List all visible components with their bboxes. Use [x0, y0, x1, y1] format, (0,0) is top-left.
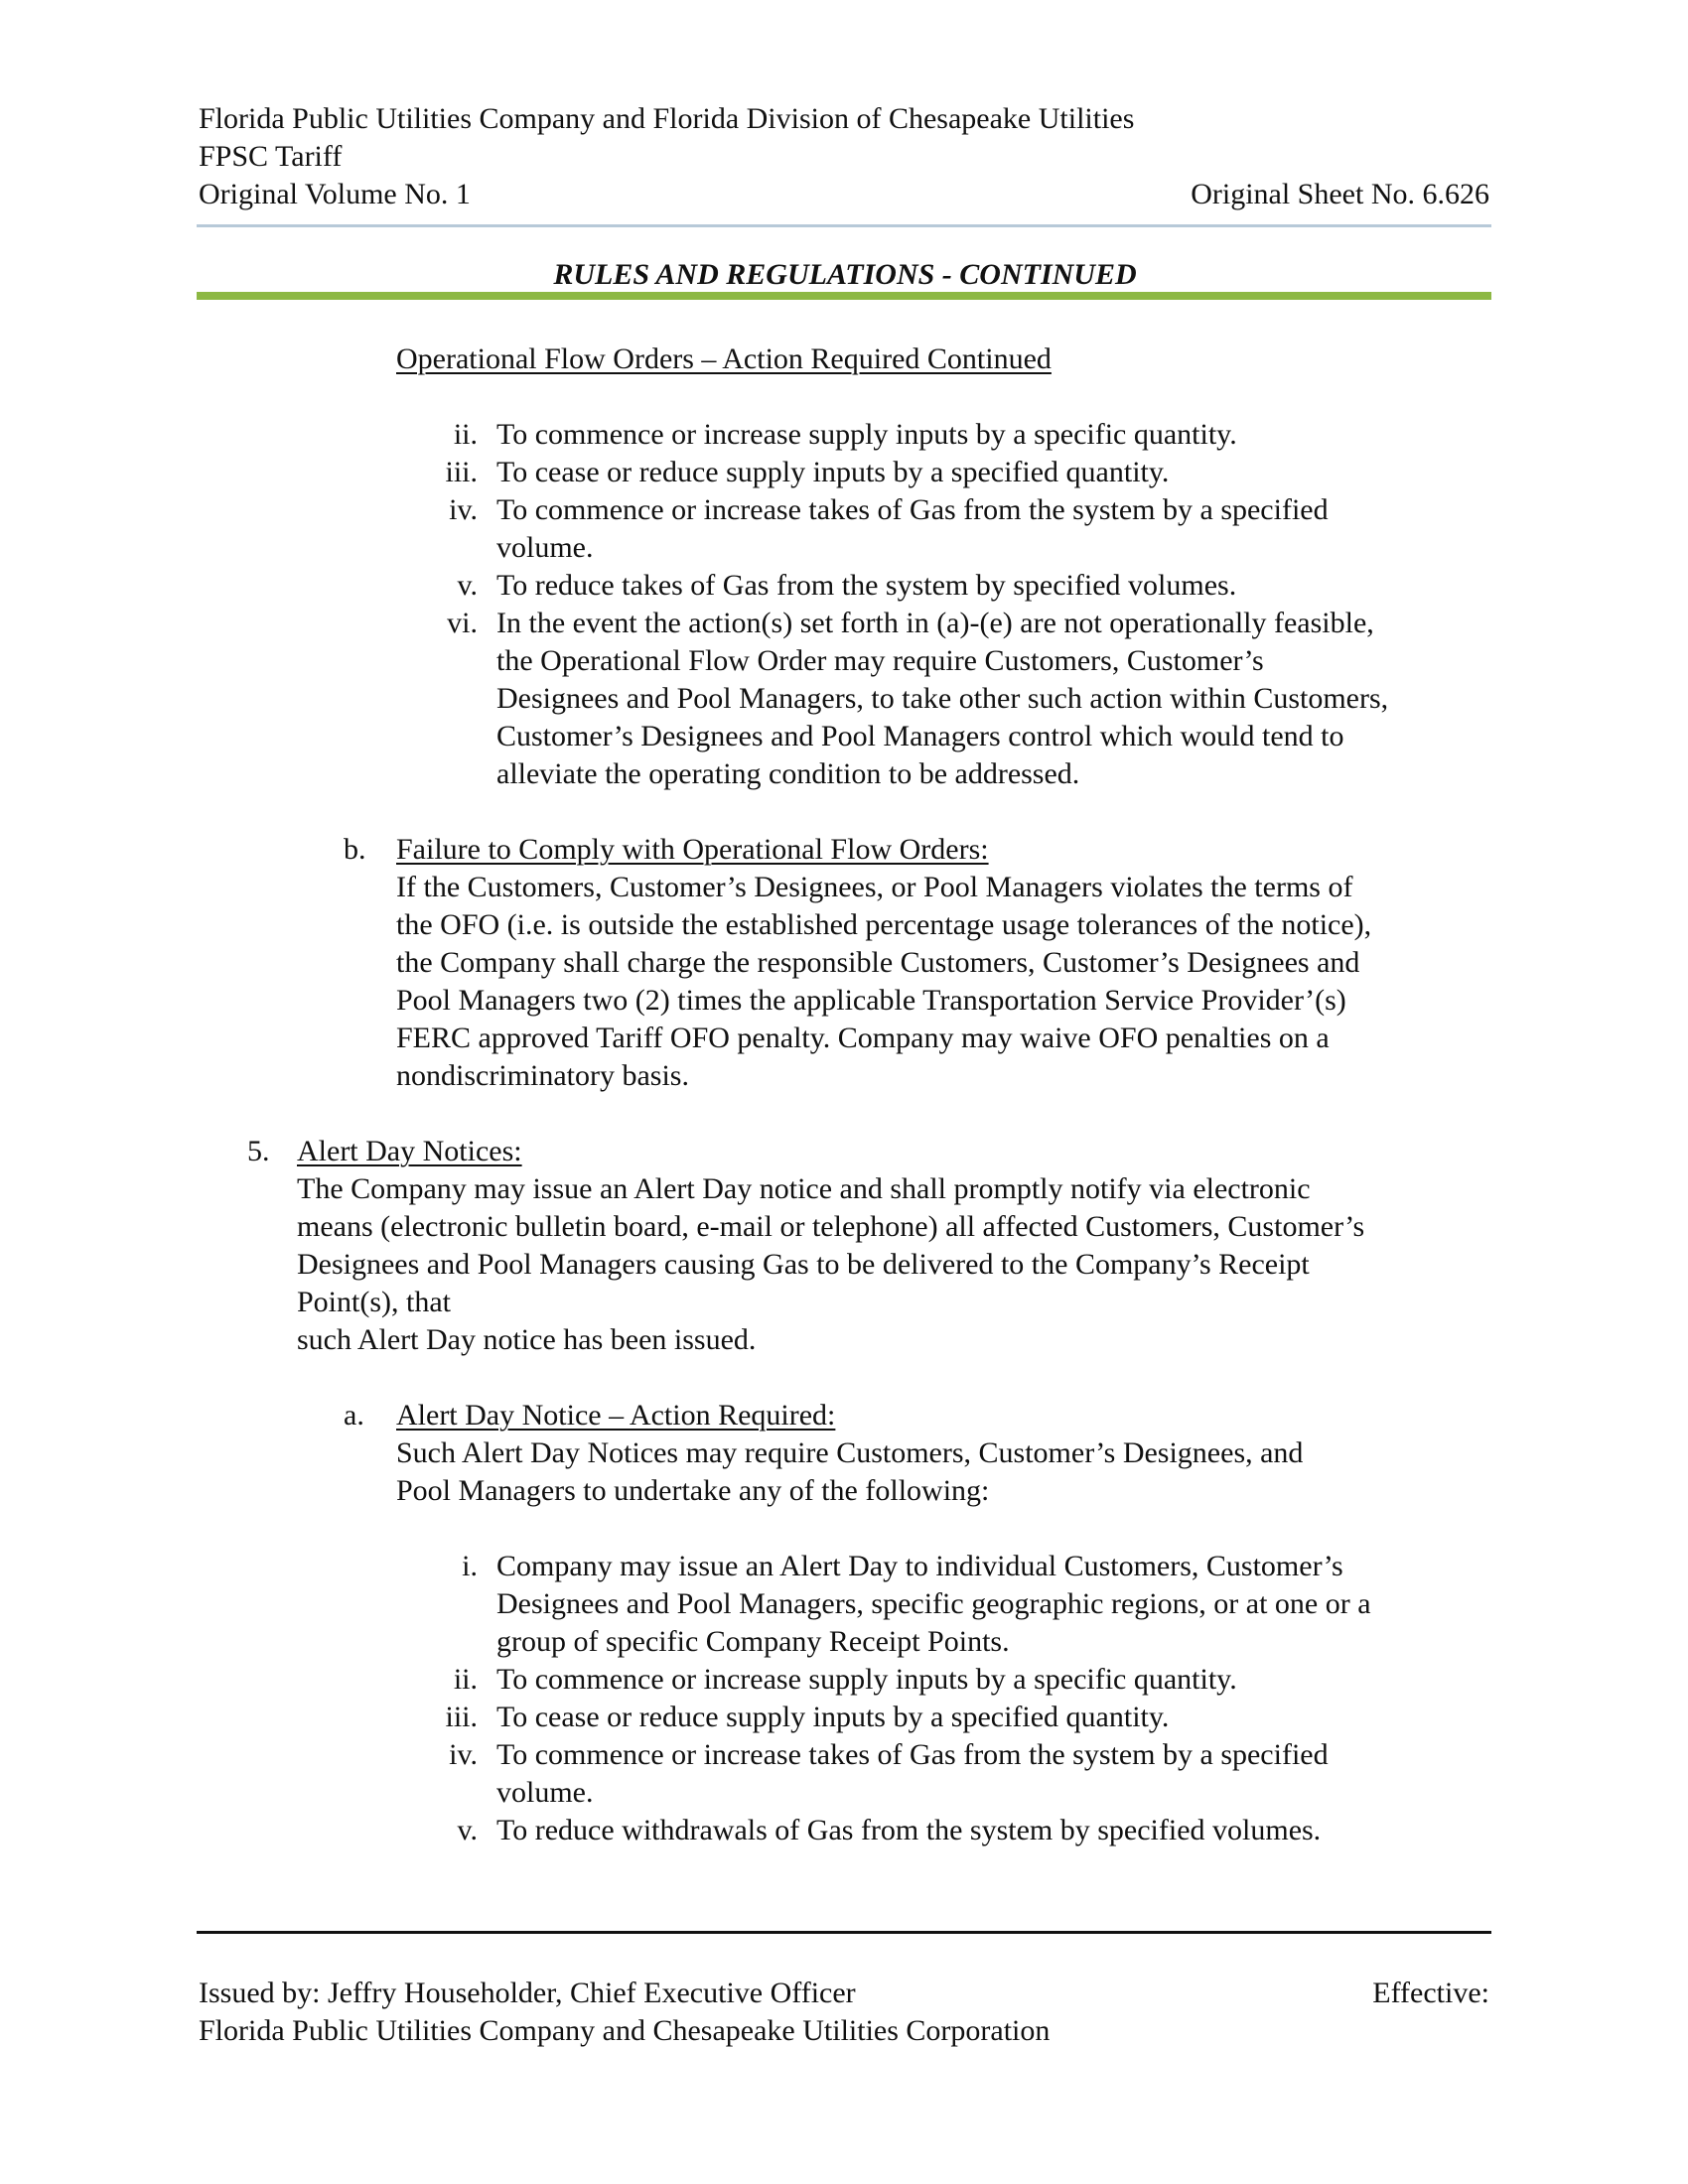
failure-text-line: Pool Managers two (2) times the applicable Transportation Service Provider’(s): [396, 984, 1346, 1017]
alert-item-text: volume.: [496, 1776, 594, 1809]
alert-item-number: iv.: [449, 1738, 478, 1771]
alert-text-line: such Alert Day notice has been issued.: [297, 1323, 757, 1356]
ofo-item-text: In the event the action(s) set forth in (a)-(e) are not operationally feasible,: [496, 607, 1374, 639]
ofo-item-text: alleviate the operating condition to be addressed.: [496, 757, 1080, 790]
alert-text-line: Designees and Pool Managers causing Gas to be delivered to the Company’s Receipt: [297, 1248, 1310, 1281]
header-company-line: Florida Public Utilities Company and Florida Division of Chesapeake Utilities: [199, 102, 1135, 135]
alert-item-text: To commence or increase takes of Gas from the system by a specified: [496, 1738, 1329, 1771]
ofo-item-number: ii.: [453, 418, 478, 451]
ofo-item-text: To cease or reduce supply inputs by a specified quantity.: [496, 456, 1170, 488]
header-sheet-number: Original Sheet No. 6.626: [1191, 178, 1489, 210]
alert-item-text: To cease or reduce supply inputs by a specified quantity.: [496, 1701, 1170, 1733]
ofo-item-text: To commence or increase supply inputs by a specific quantity.: [496, 418, 1237, 451]
alert-sub-letter: a.: [344, 1399, 364, 1432]
failure-text-line: the Company shall charge the responsible Customers, Customer’s Designees and: [396, 946, 1360, 979]
alert-text-line: Point(s), that: [297, 1286, 451, 1318]
ofo-item-text: volume.: [496, 531, 594, 564]
alert-text-line: The Company may issue an Alert Day notice and shall promptly notify via electronic: [297, 1172, 1311, 1205]
alert-sub-text-line: Such Alert Day Notices may require Customers, Customer’s Designees, and: [396, 1436, 1304, 1469]
ofo-item-number: iii.: [445, 456, 478, 488]
ofo-item-text: Designees and Pool Managers, to take other such action within Customers,: [496, 682, 1389, 715]
ofo-item-text: the Operational Flow Order may require Customers, Customer’s: [496, 644, 1264, 677]
ofo-item-text: Customer’s Designees and Pool Managers control which would tend to: [496, 720, 1344, 752]
alert-heading: Alert Day Notices:: [297, 1135, 522, 1167]
alert-item-text: To reduce withdrawals of Gas from the system by specified volumes.: [496, 1814, 1322, 1846]
failure-text-line: the OFO (i.e. is outside the established percentage usage tolerances of the notice),: [396, 908, 1372, 941]
header-divider: [197, 224, 1491, 227]
alert-number: 5.: [247, 1135, 270, 1167]
header-volume: Original Volume No. 1: [199, 178, 471, 210]
alert-sub-heading: Alert Day Notice – Action Required:: [396, 1399, 836, 1432]
alert-sub-text-line: Pool Managers to undertake any of the following:: [396, 1474, 990, 1507]
footer-effective: Effective:: [1372, 1977, 1489, 2009]
alert-item-number: iii.: [445, 1701, 478, 1733]
ofo-item-text: To commence or increase takes of Gas from the system by a specified: [496, 493, 1329, 526]
failure-text-line: nondiscriminatory basis.: [396, 1059, 689, 1092]
footer-company: Florida Public Utilities Company and Chesapeake Utilities Corporation: [199, 2014, 1051, 2047]
ofo-item-number: v.: [457, 569, 478, 602]
failure-letter: b.: [344, 833, 366, 866]
alert-text-line: means (electronic bulletin board, e-mail or telephone) all affected Customers, Customer’s: [297, 1210, 1365, 1243]
footer-issued-by: Issued by: Jeffry Householder, Chief Executive Officer: [199, 1977, 856, 2009]
alert-item-text: Company may issue an Alert Day to individual Customers, Customer’s: [496, 1550, 1343, 1582]
failure-heading: Failure to Comply with Operational Flow Orders:: [396, 833, 989, 866]
ofo-item-number: iv.: [449, 493, 478, 526]
footer-divider: [197, 1931, 1491, 1934]
alert-item-number: i.: [462, 1550, 478, 1582]
title-divider: [197, 292, 1491, 300]
section-title: RULES AND REGULATIONS - CONTINUED: [553, 258, 1137, 291]
header-tariff-line: FPSC Tariff: [199, 140, 343, 173]
alert-item-number: v.: [457, 1814, 478, 1846]
ofo-item-text: To reduce takes of Gas from the system by specified volumes.: [496, 569, 1237, 602]
failure-text-line: FERC approved Tariff OFO penalty. Company may waive OFO penalties on a: [396, 1022, 1330, 1054]
alert-item-number: ii.: [453, 1663, 478, 1696]
alert-item-text: group of specific Company Receipt Points.: [496, 1625, 1010, 1658]
failure-text-line: If the Customers, Customer’s Designees, or Pool Managers violates the terms of: [396, 871, 1353, 903]
alert-item-text: To commence or increase supply inputs by a specific quantity.: [496, 1663, 1237, 1696]
alert-item-text: Designees and Pool Managers, specific geographic regions, or at one or a: [496, 1587, 1371, 1620]
ofo-item-number: vi.: [447, 607, 478, 639]
ofo-heading: Operational Flow Orders – Action Required Continued: [396, 342, 1052, 375]
